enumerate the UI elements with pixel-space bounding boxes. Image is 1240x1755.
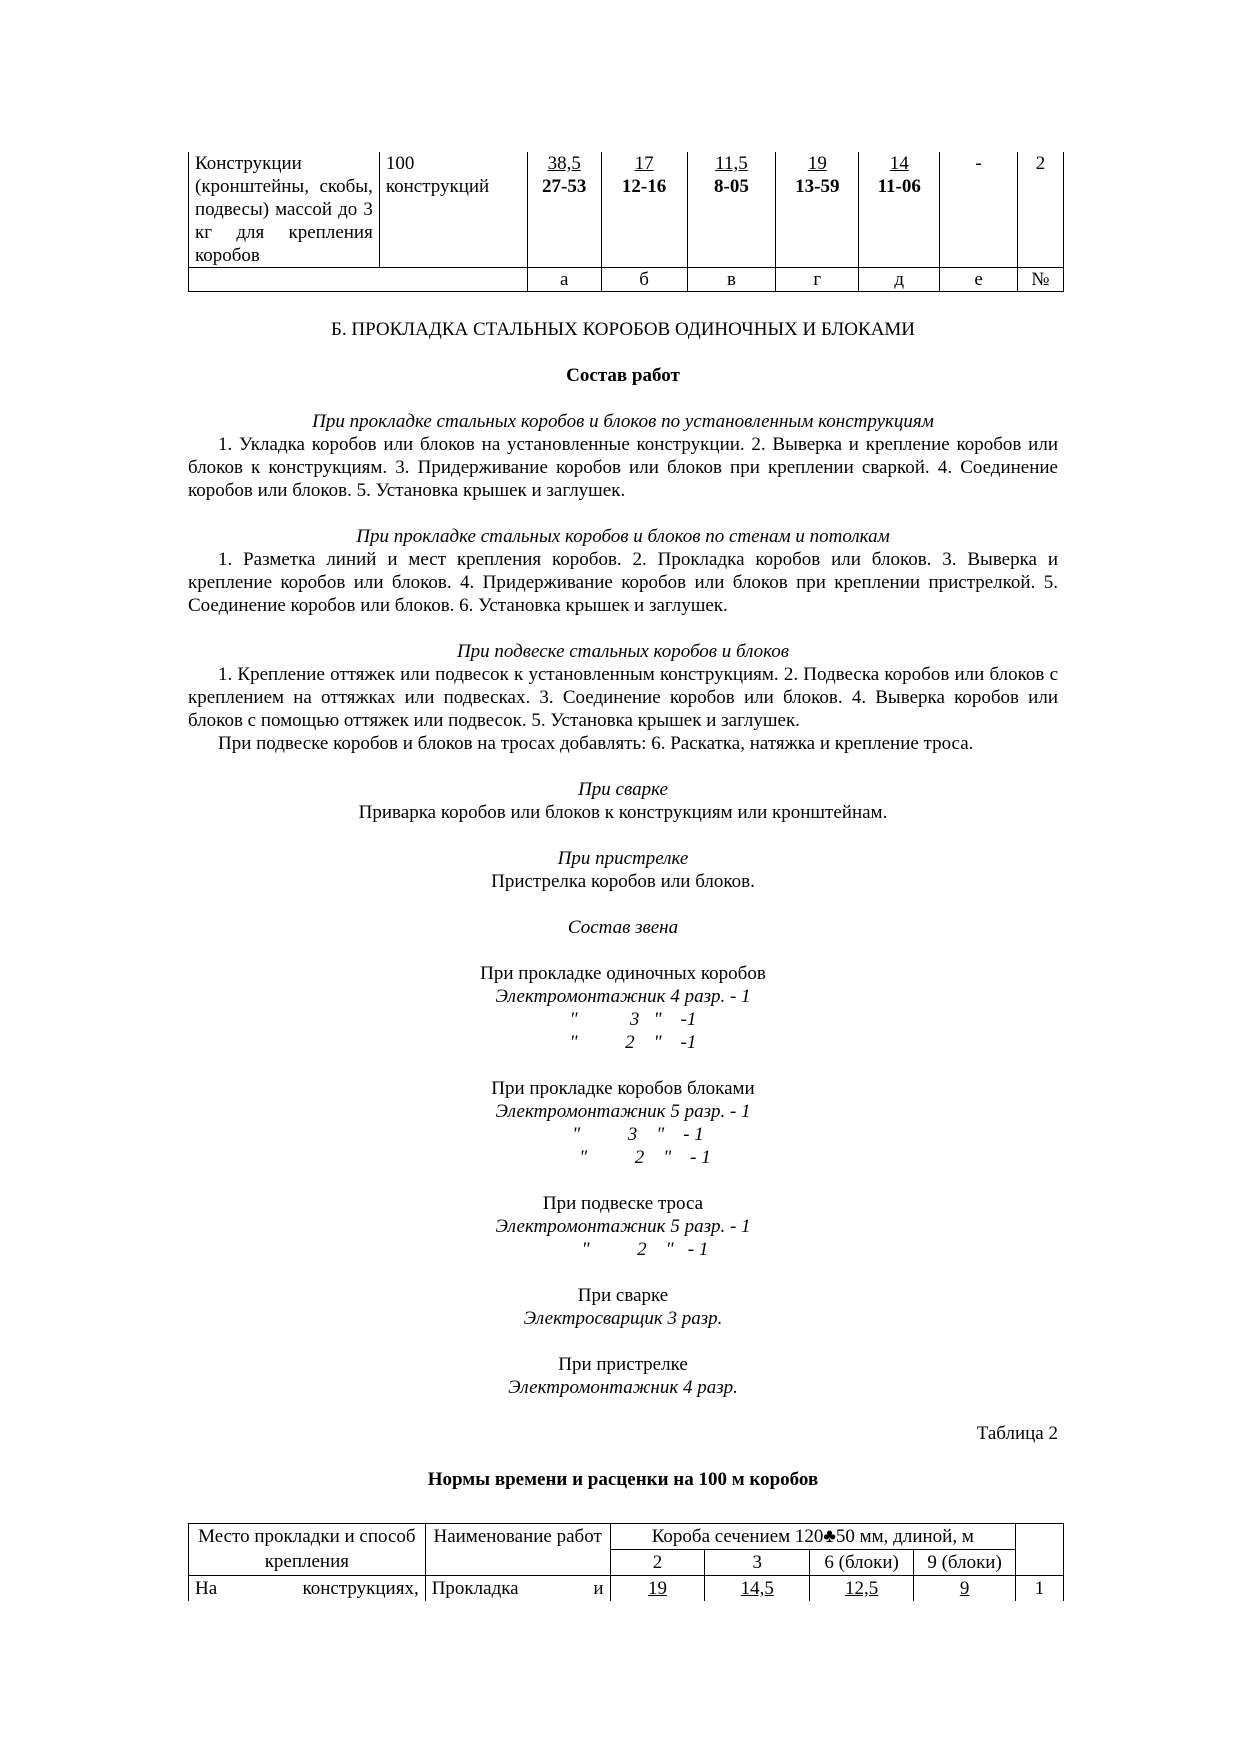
crew-list bbox=[188, 1215, 1058, 1261]
crew-list bbox=[188, 985, 1058, 1054]
work-composition-title: Состав работ bbox=[566, 365, 680, 386]
crew-line: Электромонтажник 5 разр. - 1 bbox=[495, 1216, 751, 1237]
norm-time: 19 bbox=[807, 153, 827, 174]
value-cell-b bbox=[601, 152, 687, 268]
footer-cell: в bbox=[687, 268, 776, 292]
crew-case-title: При прокладке коробов блоками bbox=[491, 1078, 755, 1099]
norm-time: - bbox=[975, 153, 982, 174]
value-cell-e bbox=[940, 152, 1018, 268]
table-title: Нормы времени и расценки на 100 м коробов bbox=[427, 1469, 819, 1490]
row-unit: 100 конструкций bbox=[379, 152, 527, 268]
subsection-title: При пристрелке bbox=[557, 848, 689, 869]
crew-line: " 2 " - 1 bbox=[581, 1239, 709, 1260]
table-row bbox=[189, 1576, 1064, 1602]
footer-cell: а bbox=[527, 268, 601, 292]
crew-line: " 3 " -1 bbox=[569, 1009, 697, 1030]
paragraph: Приварка коробов или блоков к конструкциям или кронштейнам. bbox=[358, 802, 888, 823]
crew-line: " 2 " -1 bbox=[569, 1032, 697, 1053]
footer-cell: д bbox=[859, 268, 940, 292]
value-cell-g bbox=[776, 152, 859, 268]
table-footer-row bbox=[189, 268, 1064, 292]
crew-line: " 2 " - 1 bbox=[579, 1147, 711, 1168]
norm-time: 11,5 bbox=[715, 153, 748, 174]
subsection-title: При прокладке стальных коробов и блоков по стенам и потолкам bbox=[356, 526, 890, 547]
subsection-title: При прокладке стальных коробов и блоков по установленным конструкциям bbox=[312, 411, 934, 432]
header-box-section: Короба сечением 120♣50 мм, длиной, м bbox=[610, 1524, 1015, 1550]
value-cell-a bbox=[527, 152, 601, 268]
norm-time: 38,5 bbox=[547, 153, 581, 174]
crew-line: Электромонтажник 4 разр. - 1 bbox=[495, 986, 751, 1007]
subsection-title: При сварке bbox=[578, 779, 668, 800]
subsection-title: При подвеске стальных коробов и блоков bbox=[456, 641, 790, 662]
crew-case-title: При сварке bbox=[577, 1285, 669, 1306]
rate: 11-06 bbox=[877, 176, 921, 197]
header-work-name: Наименование работ bbox=[425, 1524, 610, 1576]
crew-list bbox=[188, 1100, 1058, 1169]
value-cell-d bbox=[859, 152, 940, 268]
crew-line: Электромонтажник 5 разр. - 1 bbox=[495, 1101, 751, 1122]
crew-case-title: При прокладке одиночных коробов bbox=[480, 963, 766, 984]
norm-time: 9 bbox=[914, 1576, 1016, 1602]
footer-cell: е bbox=[940, 268, 1018, 292]
row-work-name: Прокладка и bbox=[425, 1576, 610, 1602]
norms-table-continuation bbox=[188, 152, 1064, 292]
crew-line: " 3 " - 1 bbox=[572, 1124, 704, 1145]
norm-time: 17 bbox=[634, 153, 654, 174]
crew-case-title: При подвеске троса bbox=[542, 1193, 704, 1214]
norm-time: 14 bbox=[889, 153, 909, 174]
document-body bbox=[188, 318, 1058, 1491]
table-header-row bbox=[189, 1524, 1064, 1550]
table-row bbox=[189, 152, 1064, 268]
rate: 27-53 bbox=[542, 176, 587, 197]
norms-table-2 bbox=[188, 1523, 1064, 1601]
crew-title: Состав звена bbox=[567, 917, 679, 938]
rate: 8-05 bbox=[714, 176, 749, 197]
paragraph: При подвеске коробов и блоков на тросах добавлять: 6. Раскатка, натяжка и крепление троса. bbox=[218, 733, 974, 754]
norm-time: 19 bbox=[610, 1576, 705, 1602]
row-description: Конструкции (кронштейны, скобы, подвесы) массой до 3 кг для крепления коробов bbox=[189, 152, 380, 268]
header-place: Место прокладки и способ крепления bbox=[189, 1524, 426, 1576]
norm-time: 12,5 bbox=[810, 1576, 914, 1602]
header-length: 3 bbox=[705, 1550, 810, 1576]
row-place: На конструкциях, bbox=[189, 1576, 426, 1602]
footer-empty-cell bbox=[189, 268, 528, 292]
crew-line: Электромонтажник 4 разр. bbox=[508, 1377, 738, 1398]
row-number: 1 bbox=[1016, 1576, 1064, 1602]
table-label: Таблица 2 bbox=[976, 1423, 1058, 1444]
section-title: Б. ПРОКЛАДКА СТАЛЬНЫХ КОРОБОВ ОДИНОЧНЫХ И БЛОКАМИ bbox=[330, 319, 916, 340]
rate: 12-16 bbox=[621, 176, 667, 197]
value-cell-v bbox=[687, 152, 776, 268]
crew-case-title: При пристрелке bbox=[558, 1354, 688, 1375]
rate: 13-59 bbox=[795, 176, 840, 197]
paragraph: 1. Крепление оттяжек или подвесок к установленным конструкциям. 2. Подвеска коробов или блоков с креплением на оттяжках или подвесках. 3. Соединение коробов или блоков. 4. Выверка коробов или блоков с помощью оттяжек или подвесок. 5. Установка крышек и заглушек. bbox=[188, 664, 1058, 731]
paragraph: 1. Разметка линий и мест крепления коробов. 2. Прокладка коробов или блоков. 3. Выверка и крепление коробов или блоков. 4. Придерживание коробов или блоков при креплении пристрелкой. 5. Соединение коробов или блоков. 6. Установка крышек и заглушек. bbox=[188, 549, 1058, 616]
paragraph: Пристрелка коробов или блоков. bbox=[491, 871, 755, 892]
header-length: 9 (блоки) bbox=[914, 1550, 1016, 1576]
norm-time: 14,5 bbox=[705, 1576, 810, 1602]
row-number: 2 bbox=[1017, 152, 1063, 268]
footer-cell: б bbox=[601, 268, 687, 292]
paragraph: 1. Укладка коробов или блоков на установленные конструкции. 2. Выверка и крепление коробов или блоков к конструкциям. 3. Придерживание коробов или блоков при креплении сваркой. 4. Соединение коробов или блоков. 5. Установка крышек и заглушек. bbox=[188, 434, 1058, 501]
header-length: 2 bbox=[610, 1550, 705, 1576]
header-number bbox=[1016, 1524, 1064, 1576]
header-length: 6 (блоки) bbox=[810, 1550, 914, 1576]
footer-cell: № bbox=[1017, 268, 1063, 292]
crew-line: Электросварщик 3 разр. bbox=[523, 1308, 723, 1329]
footer-cell: г bbox=[776, 268, 859, 292]
